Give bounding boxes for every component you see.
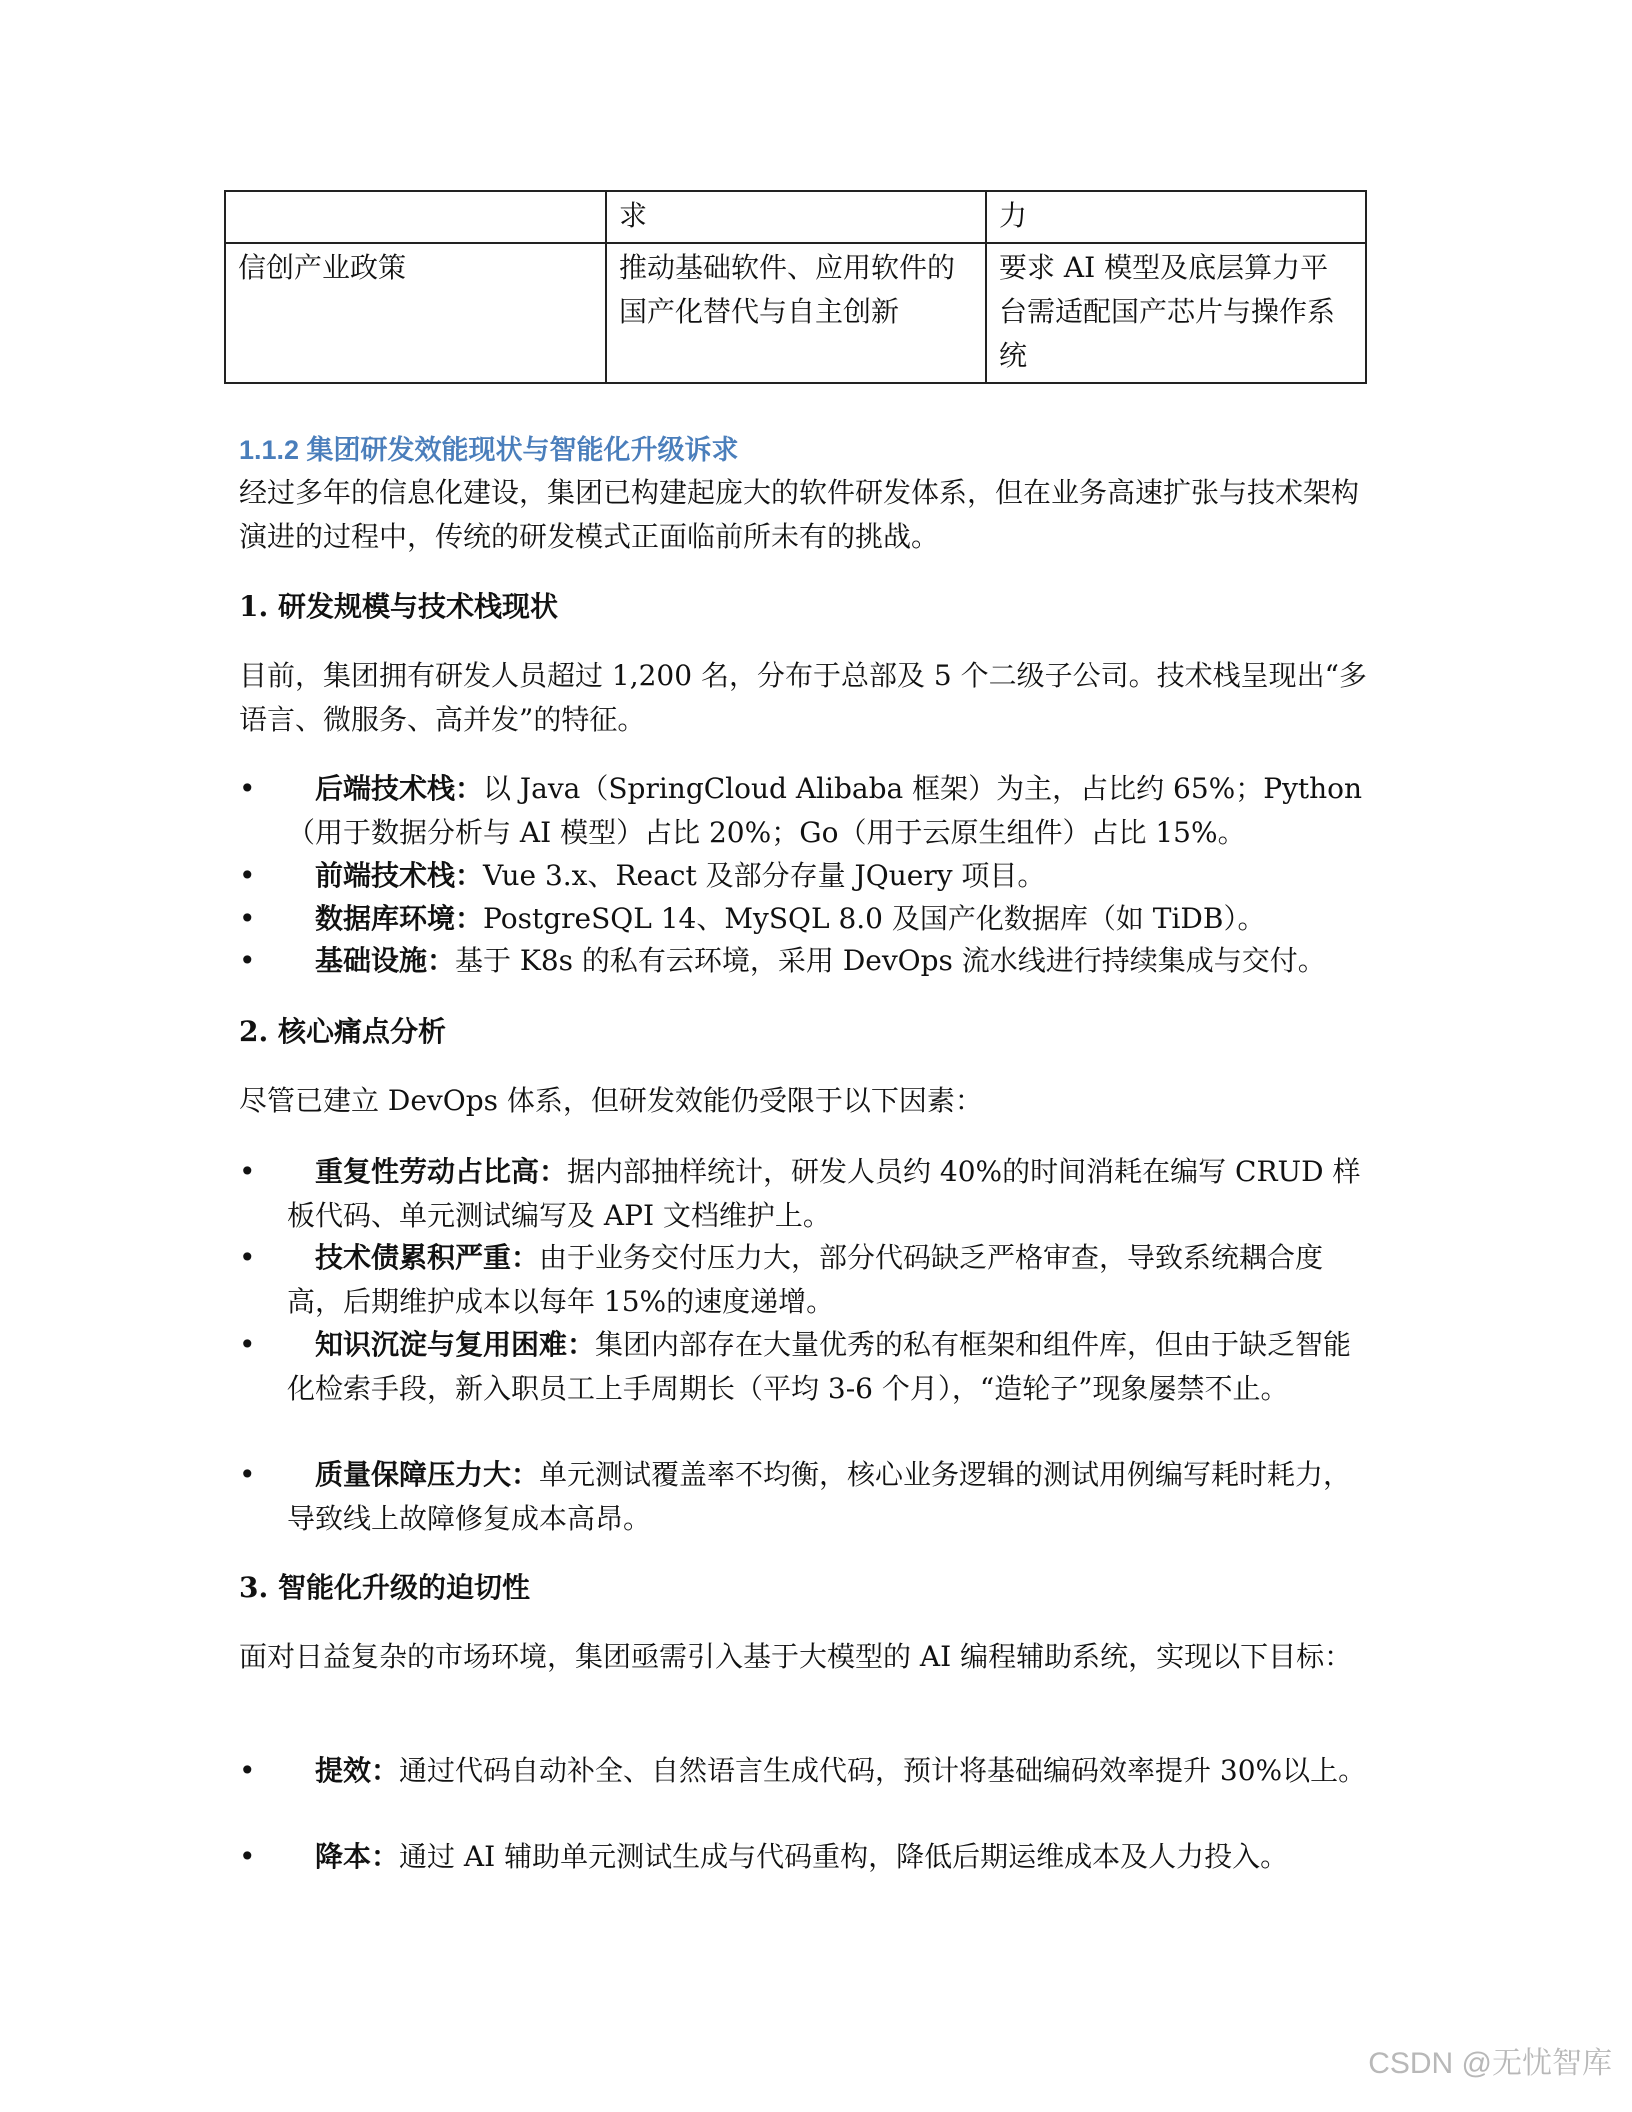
bullet-icon: •	[239, 1754, 256, 1787]
list-item	[239, 1323, 1374, 1411]
bullet-label: 后端技术栈：	[315, 772, 484, 805]
bullet-icon: •	[239, 1458, 256, 1491]
bullet-text: 通过代码自动补全、自然语言生成代码，预计将基础编码效率提升 30%以上。	[399, 1754, 1367, 1787]
bullet-label: 提效：	[315, 1754, 400, 1787]
paragraph: 目前，集团拥有研发人员超过 1,200 名，分布于总部及 5 个二级子公司。技术栈呈现出“多语言、微服务、高并发”的特征。	[239, 659, 1367, 736]
bullet-label: 知识沉淀与复用困难：	[315, 1328, 596, 1361]
subsection-title: 3. 智能化升级的迫切性	[239, 1571, 530, 1604]
bullet-label: 重复性劳动占比高：	[315, 1155, 568, 1188]
paragraph: 尽管已建立 DevOps 体系，但研发效能仍受限于以下因素：	[239, 1084, 983, 1117]
bullet-icon: •	[239, 1840, 256, 1873]
bullet-icon: •	[239, 1241, 256, 1274]
bullet-label: 前端技术栈：	[315, 859, 484, 892]
list-item	[239, 1236, 1374, 1324]
list-item	[239, 854, 1374, 898]
list-item	[239, 1749, 1374, 1793]
bullet-icon: •	[239, 944, 256, 977]
bullet-text: 单元测试覆盖率不均衡，核心业务逻辑的测试用例编写耗时耗力，导致线上故障修复成本高昂。	[287, 1458, 1352, 1535]
table-row	[225, 243, 1366, 383]
table-cell	[225, 191, 606, 243]
table-cell: 力	[986, 191, 1366, 243]
list-item	[239, 939, 1374, 983]
bullet-icon: •	[239, 772, 256, 805]
bullet-icon: •	[239, 902, 256, 935]
list-item	[239, 1150, 1374, 1238]
bullet-text: Vue 3.x、React 及部分存量 JQuery 项目。	[483, 859, 1046, 892]
list-item	[239, 1835, 1374, 1879]
bullet-label: 技术债累积严重：	[315, 1241, 540, 1274]
bullet-text: PostgreSQL 14、MySQL 8.0 及国产化数据库（如 TiDB）。	[483, 902, 1266, 935]
watermark: CSDN @无忧智库	[1368, 2047, 1612, 2080]
bullet-icon: •	[239, 1155, 256, 1188]
table-cell: 求	[606, 191, 986, 243]
table-cell: 要求 AI 模型及底层算力平台需适配国产芯片与操作系统	[986, 243, 1366, 383]
bullet-label: 数据库环境：	[315, 902, 484, 935]
bullet-label: 基础设施：	[315, 944, 456, 977]
bullet-text: 基于 K8s 的私有云环境，采用 DevOps 流水线进行持续集成与交付。	[455, 944, 1326, 977]
paragraph: 面对日益复杂的市场环境，集团亟需引入基于大模型的 AI 编程辅助系统，实现以下目标：	[239, 1640, 1353, 1673]
subsection-title: 1. 研发规模与技术栈现状	[239, 590, 558, 623]
list-item	[239, 897, 1374, 941]
table-cell: 推动基础软件、应用软件的国产化替代与自主创新	[606, 243, 986, 383]
bullet-icon: •	[239, 859, 256, 892]
list-item	[239, 1453, 1374, 1541]
table-cell: 信创产业政策	[225, 243, 606, 383]
bullet-text: 通过 AI 辅助单元测试生成与代码重构，降低后期运维成本及人力投入。	[399, 1840, 1289, 1873]
bullet-icon: •	[239, 1328, 256, 1361]
bullet-text: 以 Java（SpringCloud Alibaba 框架）为主，占比约 65%；Python（用于数据分析与 AI 模型）占比 20%；Go（用于云原生组件）占比 15%。	[287, 772, 1363, 849]
bullet-text: 据内部抽样统计，研发人员约 40%的时间消耗在编写 CRUD 样板代码、单元测试编写及 API 文档维护上。	[287, 1155, 1361, 1232]
list-item	[239, 767, 1374, 855]
bullet-label: 降本：	[315, 1840, 400, 1873]
bullet-text: 集团内部存在大量优秀的私有框架和组件库，但由于缺乏智能化检索手段，新入职员工上手周期长（平均 3-6 个月），“造轮子”现象屡禁不止。	[287, 1328, 1352, 1405]
requirements-table	[224, 190, 1367, 384]
subsection-title: 2. 核心痛点分析	[239, 1015, 446, 1048]
table-row	[225, 191, 1366, 243]
intro-paragraph: 经过多年的信息化建设，集团已构建起庞大的软件研发体系，但在业务高速扩张与技术架构演进的过程中，传统的研发模式正面临前所未有的挑战。	[239, 476, 1360, 553]
bullet-text: 由于业务交付压力大，部分代码缺乏严格审查，导致系统耦合度高，后期维护成本以每年 15%的速度递增。	[287, 1241, 1324, 1318]
bullet-label: 质量保障压力大：	[315, 1458, 540, 1491]
section-heading: 1.1.2 集团研发效能现状与智能化升级诉求	[239, 435, 739, 465]
